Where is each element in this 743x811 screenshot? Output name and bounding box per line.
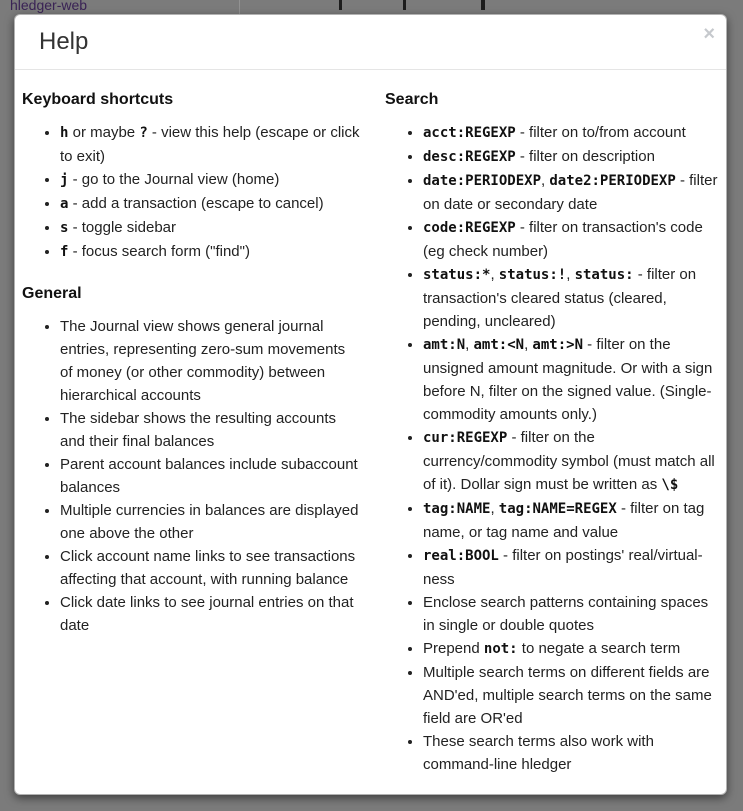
code-term: f: [60, 244, 69, 260]
text-run: to negate a search term: [517, 640, 681, 657]
modal-title: Help: [39, 28, 89, 55]
text-run: - filter on to/from account: [515, 124, 686, 141]
text-run: The sidebar shows the resulting accounts and their final balances: [60, 410, 336, 450]
text-run: - add a transaction (escape to cancel): [68, 195, 324, 212]
list-item: [423, 121, 720, 145]
code-term: desc:REGEXP: [423, 149, 516, 165]
left-column: [15, 70, 378, 647]
code-term: a: [60, 196, 69, 212]
list-item: [60, 407, 361, 453]
code-term: amt:<N: [473, 337, 525, 353]
text-run: - filter on description: [515, 148, 655, 165]
code-term: not:: [483, 641, 518, 657]
list-item: [423, 661, 720, 730]
section-heading-keyboard-shortcuts: Keyboard shortcuts: [22, 91, 174, 108]
text-run: - filter on postings' real/virtual-ness: [423, 547, 703, 588]
section-heading-general: General: [22, 285, 82, 302]
list-item: [60, 216, 361, 240]
help-modal: [14, 14, 727, 795]
list-item: [60, 453, 361, 499]
text-run: Prepend: [423, 640, 484, 657]
list-item: [60, 240, 361, 264]
code-term: acct:REGEXP: [423, 125, 516, 141]
list-item: [60, 315, 361, 407]
code-term: h: [60, 125, 69, 141]
list-item: [423, 544, 720, 591]
code-term: status:: [574, 267, 634, 283]
modal-body: [15, 70, 726, 786]
text-run: These search terms also work with command-line hledger: [423, 733, 654, 773]
list-item: [423, 169, 720, 216]
text-run: - filter on transaction's code (eg check number): [423, 219, 703, 260]
text-run: - view this help (escape or click to exit): [60, 124, 360, 165]
text-run: - filter on the unsigned amount magnitude. Or with a sign before N, filter on the signed value. (Single-commodity amounts only.): [423, 336, 713, 423]
text-run: Enclose search patterns containing spaces in single or double quotes: [423, 594, 709, 634]
code-term: real:BOOL: [423, 548, 499, 564]
list-item: [60, 499, 361, 545]
text-run: - focus search form ("find"): [68, 243, 250, 260]
text-run: - filter on tag name, or tag name and value: [423, 500, 705, 541]
text-run: Parent account balances include subaccount balances: [60, 456, 358, 496]
list-item: [60, 545, 361, 591]
section-keyboard-shortcuts: [22, 90, 361, 264]
text-run: - filter on date or secondary date: [423, 172, 718, 213]
search-list: [385, 121, 720, 776]
list-item: [60, 591, 361, 637]
code-term: code:REGEXP: [423, 220, 516, 236]
section-search: [385, 90, 720, 776]
text-run: - toggle sidebar: [68, 219, 177, 236]
list-item: [423, 730, 720, 776]
text-run: or maybe: [68, 124, 140, 141]
code-term: tag:NAME=REGEX: [498, 501, 617, 517]
code-term: status:*: [423, 267, 491, 283]
list-item: [60, 168, 361, 192]
code-term: cur:REGEXP: [423, 430, 508, 446]
code-term: date2:PERIODEXP: [549, 173, 676, 189]
list-item: [423, 333, 720, 426]
text-run: Multiple currencies in balances are displayed one above the other: [60, 502, 359, 542]
code-term: s: [60, 220, 69, 236]
text-run: ,: [490, 500, 499, 517]
list-item: [423, 591, 720, 637]
code-term: tag:NAME: [423, 501, 491, 517]
section-general: [22, 284, 361, 637]
code-term: \$: [661, 477, 679, 493]
text-run: - go to the Journal view (home): [68, 171, 280, 188]
text-run: Click account name links to see transactions affecting that account, with running balance: [60, 548, 356, 588]
hledger-web-link[interactable]: hledger-web: [10, 0, 88, 13]
code-term: date:PERIODEXP: [423, 173, 542, 189]
text-run: Click date links to see journal entries on that date: [60, 594, 354, 634]
list-item: [423, 263, 720, 333]
code-term: amt:>N: [532, 337, 583, 353]
section-heading-search: Search: [385, 91, 439, 108]
text-run: ,: [566, 266, 575, 283]
text-run: The Journal view shows general journal entries, representing zero-sum movements of money (or other commodity) between hierarchical accounts: [60, 318, 346, 404]
code-term: amt:N: [423, 337, 466, 353]
code-term: ?: [139, 125, 148, 141]
text-run: ,: [465, 336, 474, 353]
list-item: [423, 145, 720, 169]
general-list: [22, 315, 361, 637]
code-term: j: [60, 172, 69, 188]
list-item: [423, 497, 720, 544]
code-term: status:!: [498, 267, 567, 283]
list-item: [423, 637, 720, 661]
list-item: [423, 216, 720, 263]
list-item: [60, 121, 361, 168]
text-run: - filter on transaction's cleared status (cleared, pending, uncleared): [423, 266, 697, 330]
text-run: - filter on the currency/commodity symbol (must match all of it). Dollar sign must be written as: [423, 429, 715, 493]
list-item: [60, 192, 361, 216]
right-column: [378, 70, 726, 786]
text-run: ,: [490, 266, 499, 283]
keyboard-shortcuts-list: [22, 121, 361, 264]
text-run: Multiple search terms on different fields are AND'ed, multiple search terms on the same field are OR'ed: [423, 664, 712, 727]
modal-header: [15, 15, 726, 70]
close-icon[interactable]: ×: [703, 23, 715, 45]
text-run: ,: [524, 336, 533, 353]
list-item: [423, 426, 720, 497]
text-run: ,: [541, 172, 550, 189]
